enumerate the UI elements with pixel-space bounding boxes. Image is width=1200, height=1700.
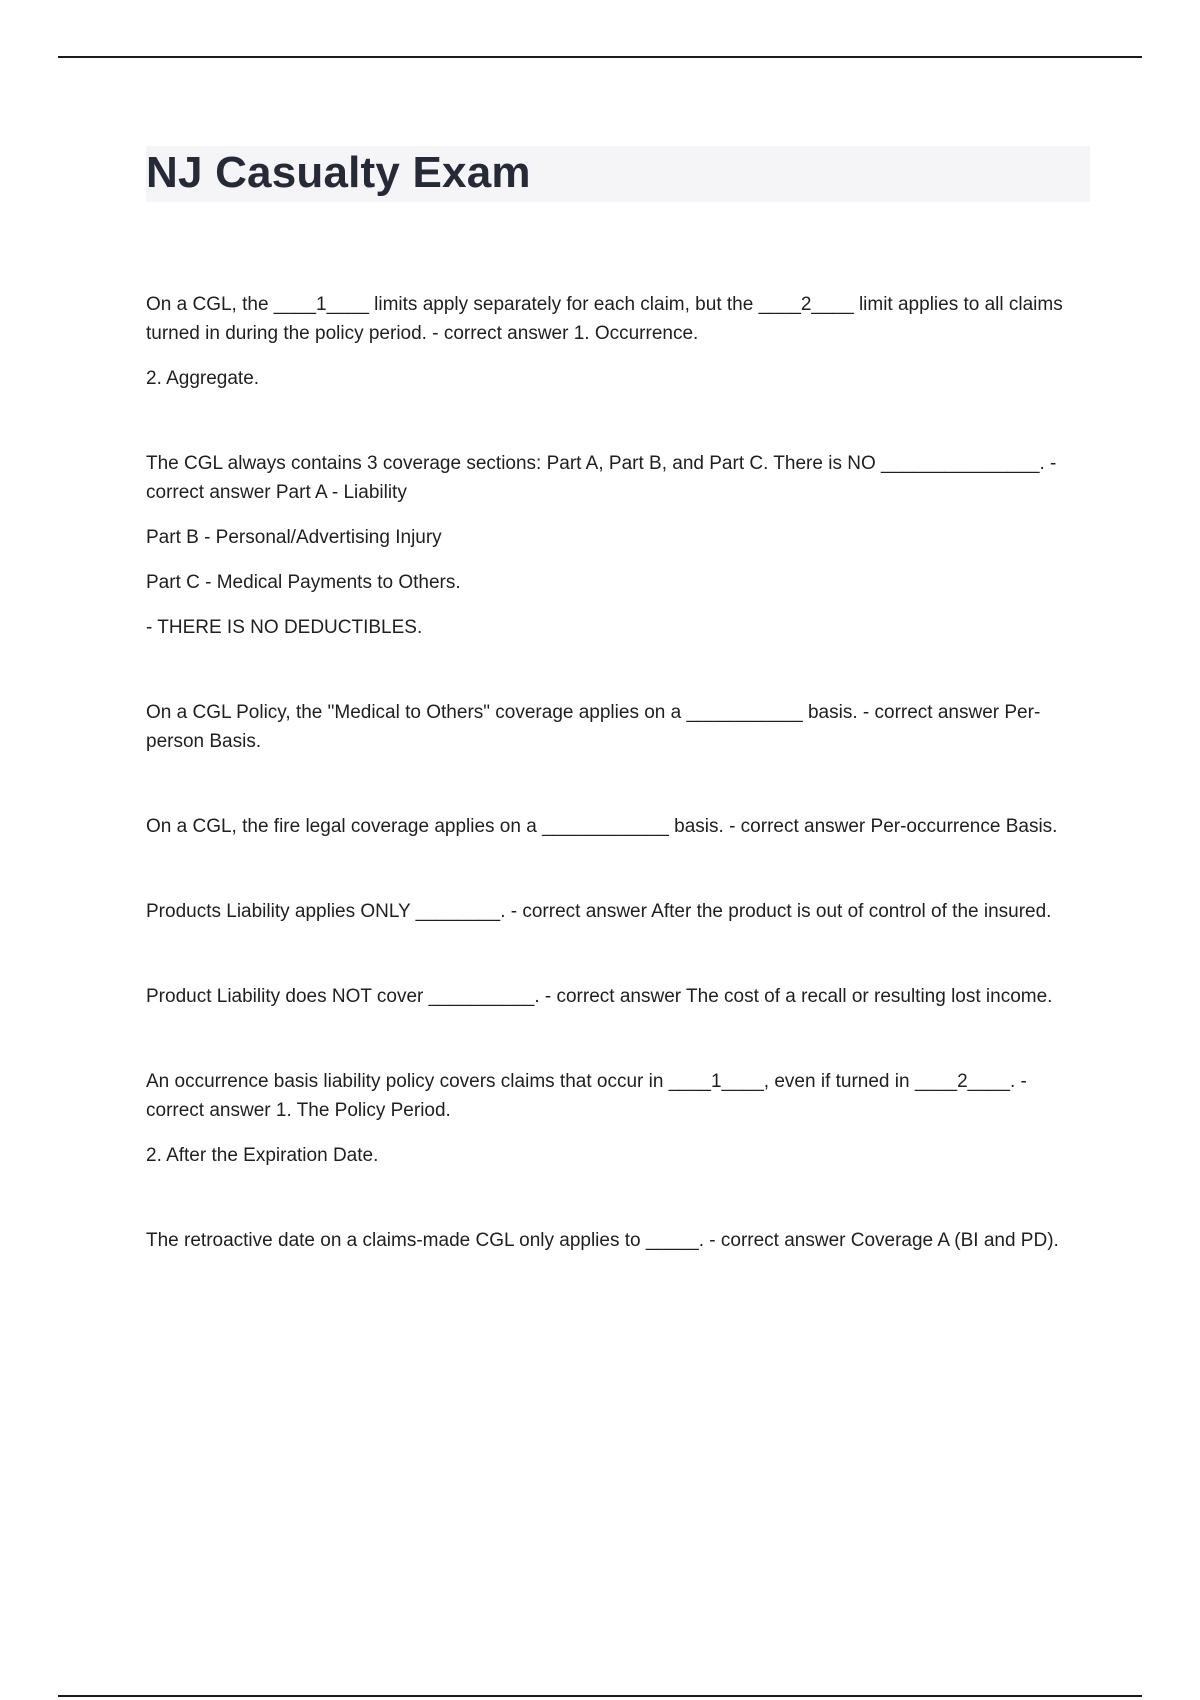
qa-item-6 — [146, 982, 1090, 1011]
answer-continuation: 2. After the Expiration Date. — [146, 1145, 379, 1166]
question-text: On a CGL, the ____1____ limits apply separately for each claim, but the ____2____ limit applies to all claims turned in during the policy period. - correct answer 1. Occurrence. — [146, 294, 1063, 344]
qa-item-1 — [146, 290, 1090, 393]
qa-item-5 — [146, 897, 1090, 926]
qa-item-3 — [146, 698, 1090, 756]
header-rule — [58, 56, 1142, 58]
qa-item-4 — [146, 812, 1090, 841]
question-text: Products Liability applies ONLY ________. - correct answer After the product is out of control of the insured. — [146, 901, 1052, 922]
answer-continuation: 2. Aggregate. — [146, 368, 260, 389]
question-text: The retroactive date on a claims-made CGL only applies to _____. - correct answer Coverage A (BI and PD). — [146, 1230, 1059, 1251]
document-body — [146, 290, 1090, 1311]
question-text: The CGL always contains 3 coverage sections: Part A, Part B, and Part C. There is NO _______________. - correct answer Part A - Liability — [146, 453, 1057, 503]
question-text: Product Liability does NOT cover __________. - correct answer The cost of a recall or resulting lost income. — [146, 986, 1053, 1007]
answer-continuation: Part C - Medical Payments to Others. — [146, 572, 461, 593]
qa-item-2 — [146, 449, 1090, 642]
qa-item-8 — [146, 1226, 1090, 1255]
qa-item-7 — [146, 1067, 1090, 1170]
page-title: NJ Casualty Exam — [146, 148, 531, 197]
answer-continuation: - THERE IS NO DEDUCTIBLES. — [146, 617, 423, 638]
question-text: An occurrence basis liability policy covers claims that occur in ____1____, even if turned in ____2____. - correct answer 1. The Policy Period. — [146, 1071, 1027, 1121]
question-text: On a CGL, the fire legal coverage applies on a ____________ basis. - correct answer Per-occurrence Basis. — [146, 816, 1058, 837]
footer-rule — [58, 1695, 1142, 1697]
answer-continuation: Part B - Personal/Advertising Injury — [146, 527, 442, 548]
question-text: On a CGL Policy, the "Medical to Others" coverage applies on a ___________ basis. - correct answer Per-person Basis. — [146, 702, 1041, 752]
